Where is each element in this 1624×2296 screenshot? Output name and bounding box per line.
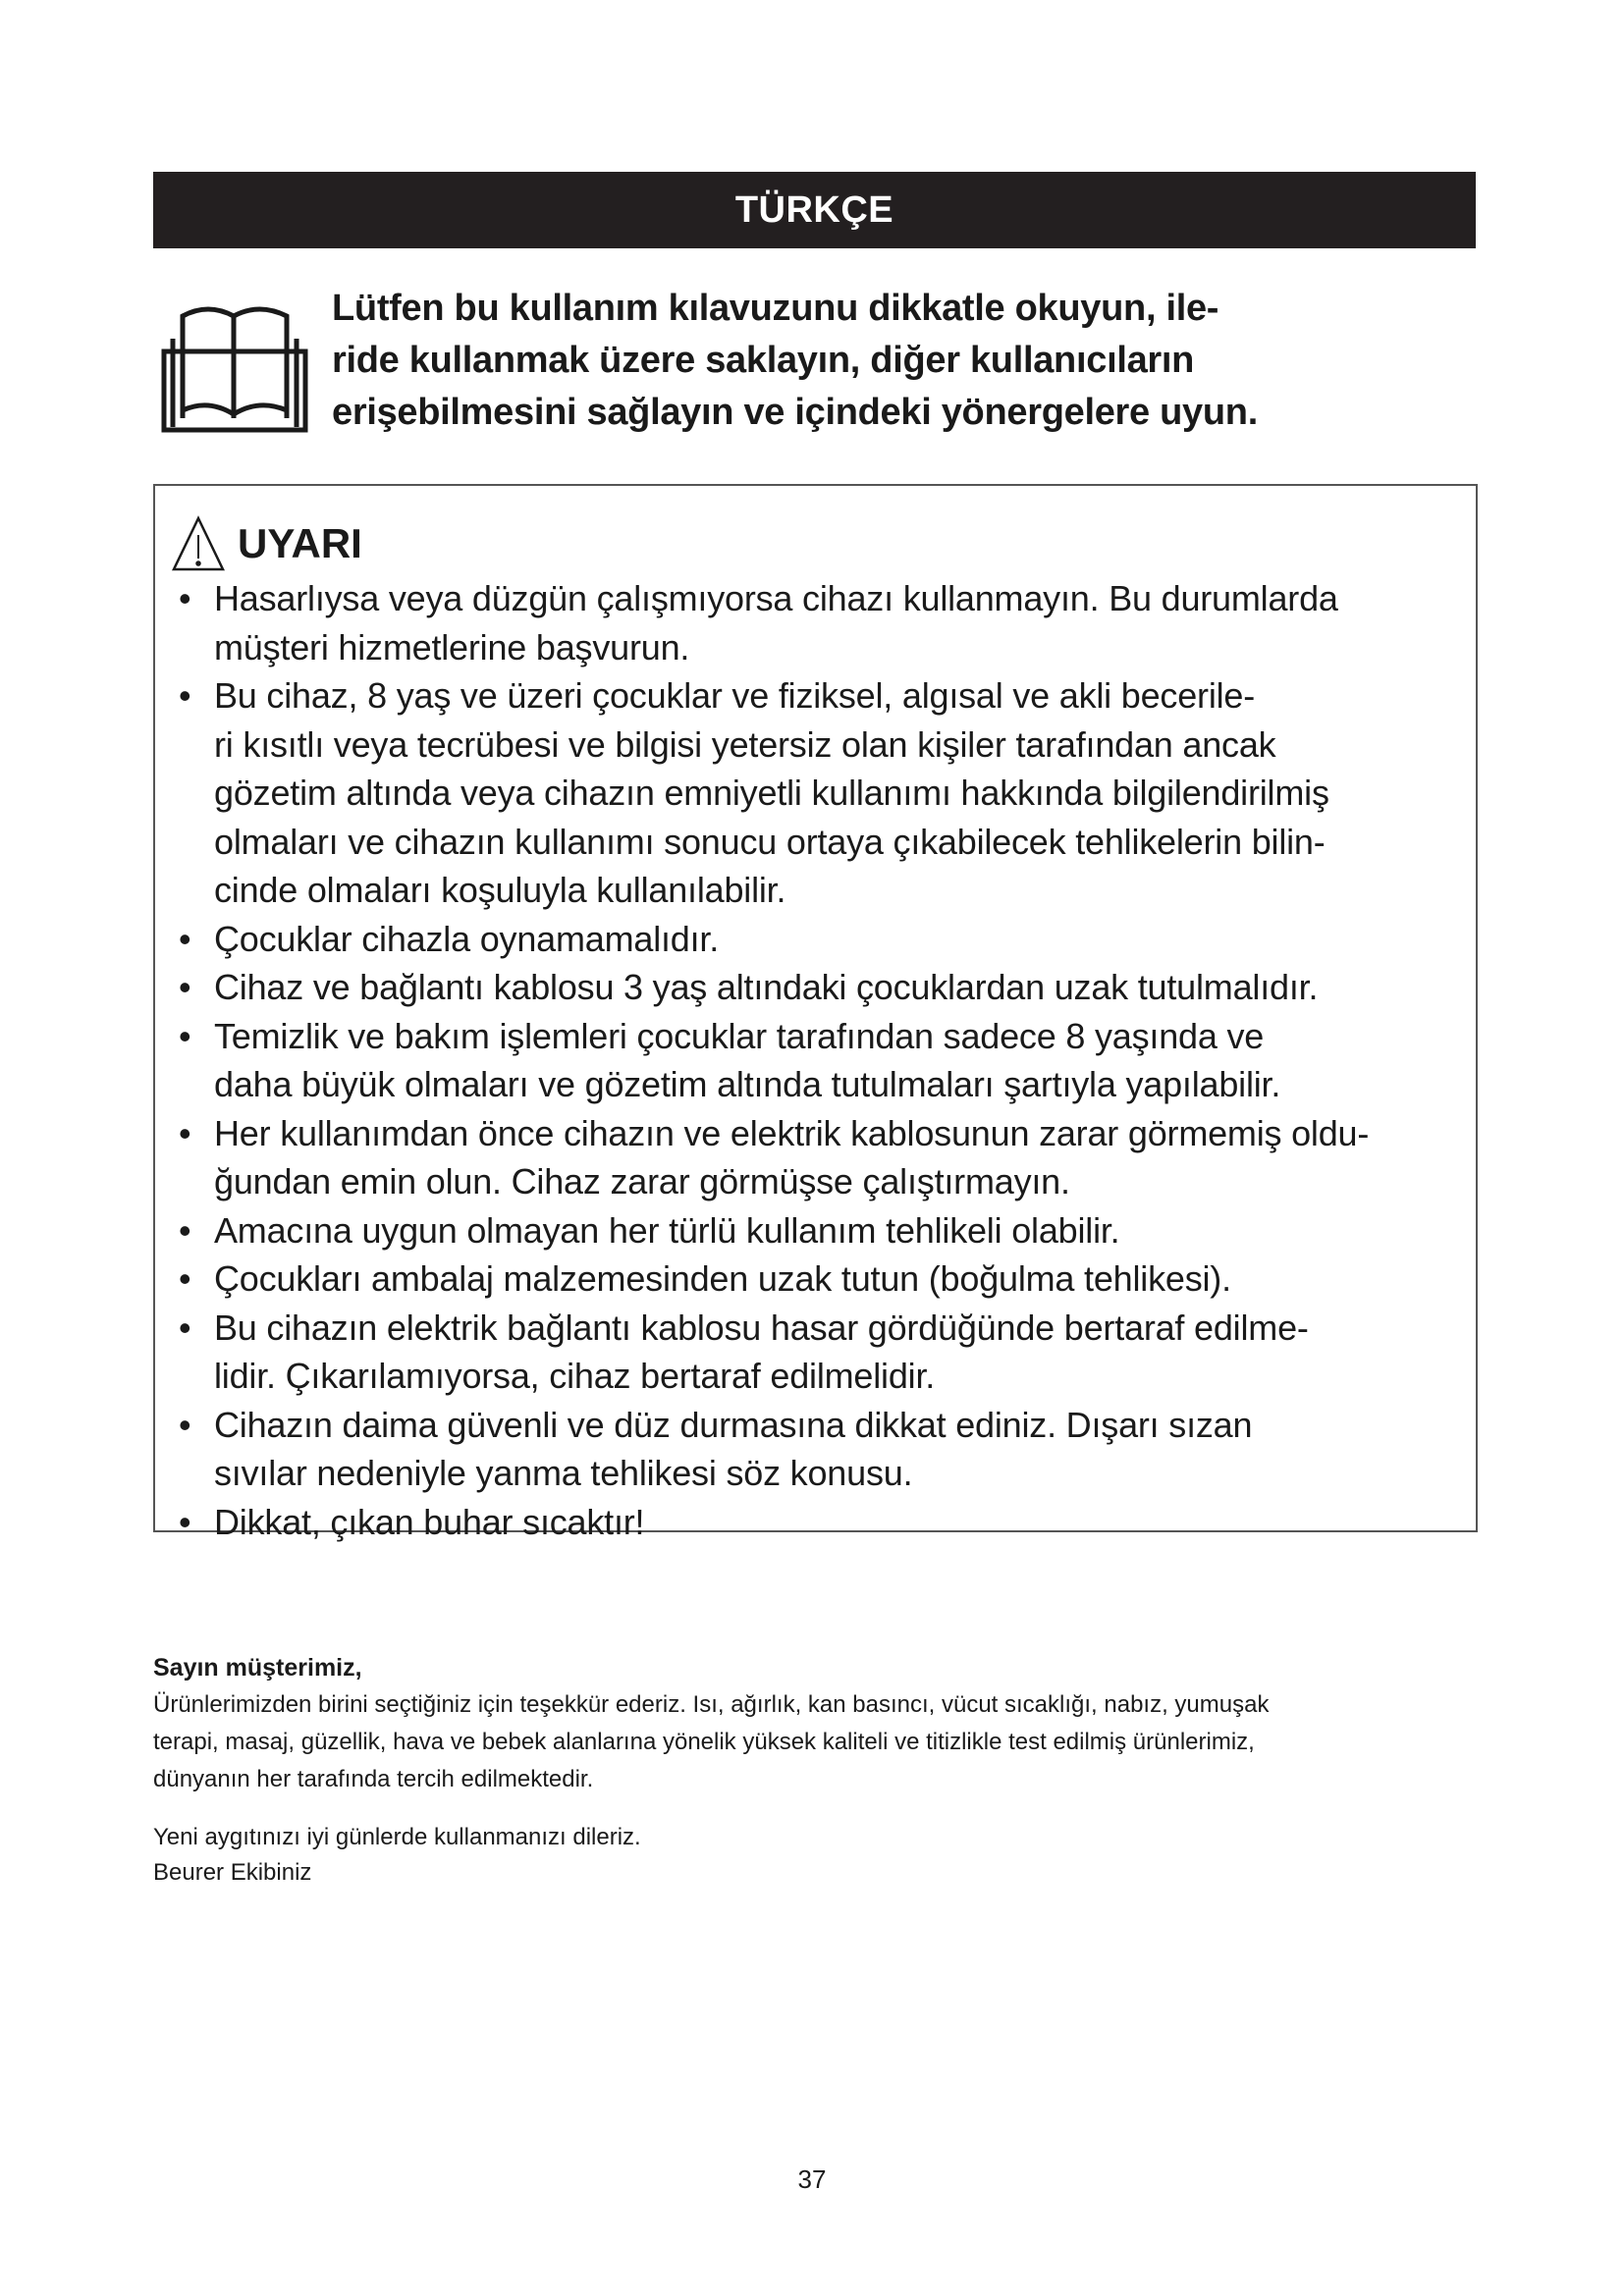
warning-item <box>175 1304 1466 1401</box>
warning-item-line: lidir. Çıkarılamıyorsa, cihaz bertaraf edilmelidir. <box>214 1356 936 1396</box>
greeting-body-line: terapi, masaj, güzellik, hava ve bebek alanlarına yönelik yüksek kaliteli ve titizlikle test edilmiş ürünlerimiz, <box>153 1729 1255 1755</box>
warning-item <box>175 1206 1466 1255</box>
bullet-icon: • <box>179 675 191 716</box>
warning-item-line: Cihazın daima güvenli ve düz durmasına dikkat ediniz. Dışarı sızan <box>214 1404 1253 1445</box>
warning-item-line: Çocukları ambalaj malzemesinden uzak tutun (boğulma tehlikesi). <box>214 1258 1231 1299</box>
bullet-icon: • <box>179 1404 191 1445</box>
greeting-body-line: dünyanın her tarafında tercih edilmektedir. <box>153 1766 594 1792</box>
language-title: TÜRKÇE <box>734 188 894 231</box>
warning-item-line: Cihaz ve bağlantı kablosu 3 yaş altındaki çocuklardan uzak tutulmalıdır. <box>214 967 1319 1007</box>
book-icon <box>161 294 308 434</box>
warning-item <box>175 1498 1466 1547</box>
bullet-icon: • <box>179 1209 191 1251</box>
read-instructions-notice <box>332 283 1258 439</box>
page-number: 37 <box>797 2164 827 2194</box>
warning-item-line: müşteri hizmetlerine başvurun. <box>214 626 690 667</box>
warning-item <box>175 1255 1466 1304</box>
warning-list <box>175 574 1466 1546</box>
warning-item <box>175 671 1466 915</box>
warning-triangle-icon <box>171 515 226 572</box>
bullet-icon: • <box>179 967 191 1007</box>
warning-item-line: gözetim altında veya cihazın emniyetli kullanımı hakkında bilgilendirilmiş <box>214 773 1329 813</box>
bullet-icon: • <box>179 918 191 959</box>
warning-item-line: Dikkat, çıkan buhar sıcaktır! <box>214 1501 645 1542</box>
language-header <box>153 172 1476 248</box>
warning-box <box>153 484 1478 1542</box>
bullet-icon: • <box>179 1015 191 1056</box>
warning-item-line: daha büyük olmaları ve gözetim altında tutulmaları şartıyla yapılabilir. <box>214 1064 1281 1104</box>
greeting-signature: Beurer Ekibiniz <box>153 1859 312 1886</box>
warning-item-line: cinde olmaları koşuluyla kullanılabilir. <box>214 870 786 910</box>
warning-item-line: Amacına uygun olmayan her türlü kullanım tehlikeli olabilir. <box>214 1209 1120 1251</box>
warning-item-line: sıvılar nedeniyle yanma tehlikesi söz konusu. <box>214 1453 913 1493</box>
warning-item <box>175 963 1466 1012</box>
warning-item-line: ğundan emin olun. Cihaz zarar görmüşse çalıştırmayın. <box>214 1161 1070 1201</box>
customer-greeting <box>153 1649 1269 1891</box>
warning-item <box>175 1109 1466 1206</box>
warning-item <box>175 574 1466 671</box>
intro-line: erişebilmesini sağlayın ve içindeki yönergelere uyun. <box>332 392 1258 433</box>
warning-item <box>175 1401 1466 1498</box>
bullet-icon: • <box>179 578 191 618</box>
warning-item-line: Bu cihazın elektrik bağlantı kablosu hasar gördüğünde bertaraf edilme- <box>214 1307 1309 1348</box>
warning-item-line: Her kullanımdan önce cihazın ve elektrik kablosunun zarar görmemiş oldu- <box>214 1112 1370 1153</box>
bullet-icon: • <box>179 1112 191 1153</box>
intro-line: Lütfen bu kullanım kılavuzunu dikkatle okuyun, ile- <box>332 288 1219 329</box>
warning-title: UYARI <box>238 520 362 566</box>
greeting-body-line: Ürünlerimizden birini seçtiğiniz için teşekkür ederiz. Isı, ağırlık, kan basıncı, vücut sıcaklığı, nabız, yumuşak <box>153 1691 1270 1718</box>
bullet-icon: • <box>179 1258 191 1299</box>
warning-item <box>175 915 1466 964</box>
greeting-title: Sayın müşterimiz, <box>153 1654 362 1682</box>
intro-line: ride kullanmak üzere saklayın, diğer kullanıcıların <box>332 340 1195 381</box>
warning-item-line: olmaları ve cihazın kullanımı sonucu ortaya çıkabilecek tehlikelerin bilin- <box>214 821 1326 862</box>
greeting-closing: Yeni aygıtınızı iyi günlerde kullanmanızı dileriz. <box>153 1824 641 1850</box>
warning-item-line: Temizlik ve bakım işlemleri çocuklar tarafından sadece 8 yaşında ve <box>214 1015 1265 1056</box>
warning-item <box>175 1012 1466 1109</box>
warning-item-line: Bu cihaz, 8 yaş ve üzeri çocuklar ve fiziksel, algısal ve akli becerile- <box>214 675 1256 716</box>
bullet-icon: • <box>179 1501 191 1542</box>
warning-item-line: ri kısıtlı veya tecrübesi ve bilgisi yetersiz olan kişiler tarafından ancak <box>214 723 1276 765</box>
warning-item-line: Çocuklar cihazla oynamamalıdır. <box>214 918 720 959</box>
bullet-icon: • <box>179 1307 191 1348</box>
warning-item-line: Hasarlıysa veya düzgün çalışmıyorsa cihazı kullanmayın. Bu durumlarda <box>214 578 1338 618</box>
